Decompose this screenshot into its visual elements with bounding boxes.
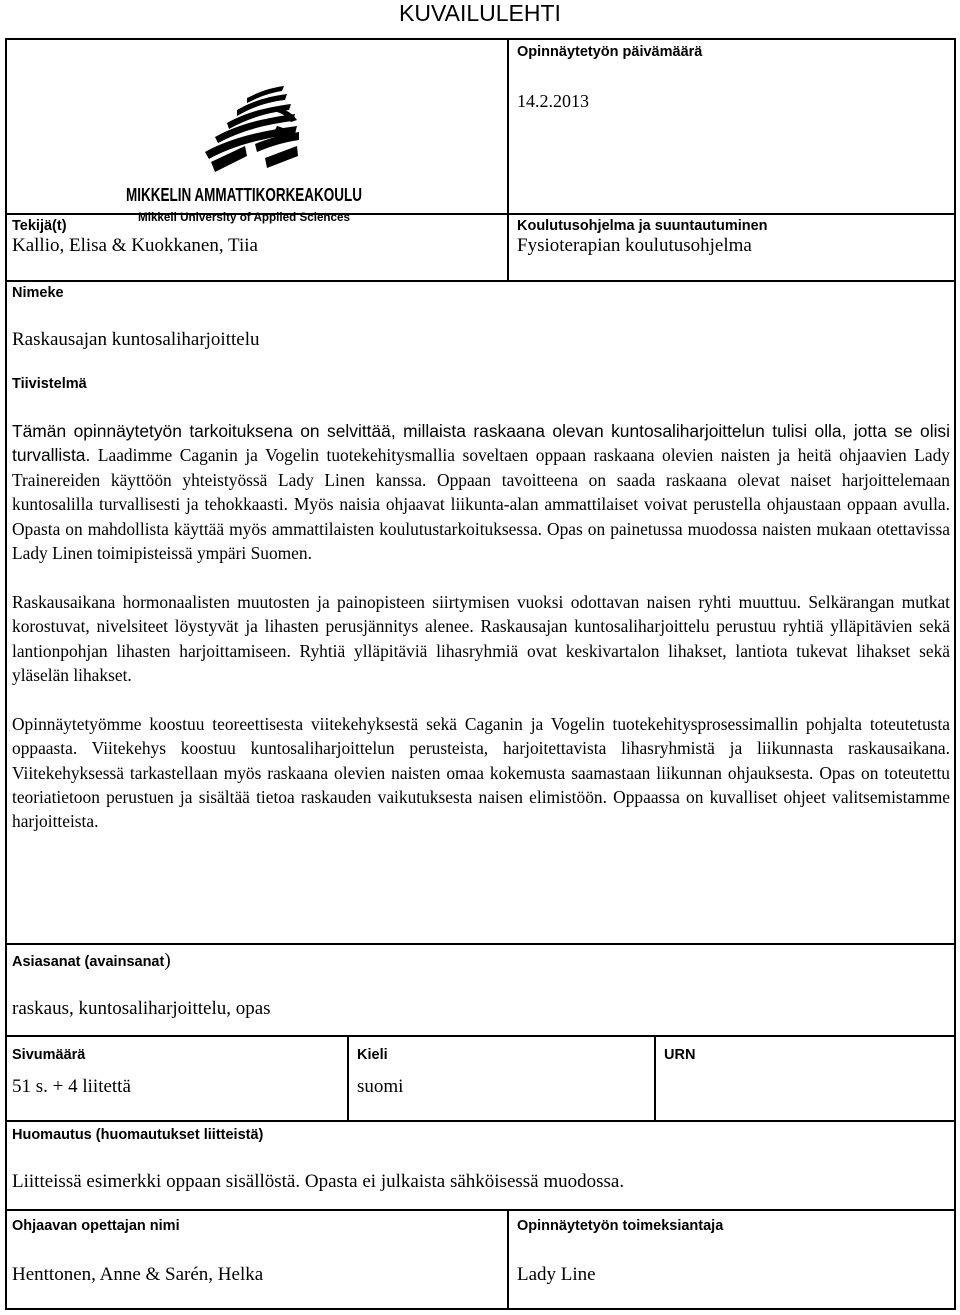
remarks-value: Liitteissä esimerkki oppaan sisällöstä. Opasta ei julkaista sähköisessä muodossa. bbox=[12, 1171, 625, 1192]
language-label: Kieli bbox=[357, 1047, 388, 1063]
authors-label: Tekijä(t) bbox=[12, 218, 67, 234]
urn-label: URN bbox=[664, 1047, 696, 1063]
logo-subtitle: Mikkeli University of Applied Sciences bbox=[138, 210, 351, 224]
divider bbox=[7, 1035, 954, 1037]
divider bbox=[7, 280, 954, 282]
divider bbox=[654, 1035, 656, 1120]
commissioner-label: Opinnäytetyön toimeksiantaja bbox=[517, 1218, 724, 1234]
abstract-label: Tiivistelmä bbox=[12, 376, 87, 392]
date-value: 14.2.2013 bbox=[517, 91, 589, 111]
abstract-paragraph: Opinnäytetyömme koostuu teoreettisesta viitekehyksestä sekä Caganin ja Vogelin tuotekehitysprosessimallin pohjalta toteutetusta oppaasta. Viitekehys koostuu kuntosaliharjoittelun perusteista, harjoitettavista lihasryhmistä ja liikunnasta raskausaikana. Viitekehyksessä tarkastellaan myös raskaana olevien naisten omaa kokemusta saamastaan liikunnan ohjauksesta. Opas on toteutettu teoriatietoon perustuen ja sisältää tietoa raskauden vaikutuksesta naisen elimistöön. Oppaassa on kuvalliset ohjeet valitsemistamme harjoitteista. bbox=[12, 713, 950, 832]
supervisor-label: Ohjaavan opettajan nimi bbox=[12, 1218, 180, 1234]
mamk-emblem-icon bbox=[119, 80, 369, 226]
remarks-label: Huomautus (huomautukset liitteistä) bbox=[12, 1127, 264, 1143]
authors-value: Kallio, Elisa & Kuokkanen, Tiia bbox=[12, 235, 258, 256]
programme-value: Fysioterapian koulutusohjelma bbox=[517, 235, 752, 256]
language-value: suomi bbox=[357, 1076, 404, 1097]
divider bbox=[347, 1035, 349, 1120]
divider bbox=[7, 1120, 954, 1122]
description-form bbox=[5, 38, 956, 1310]
thesis-title: Raskausajan kuntosaliharjoittelu bbox=[12, 329, 260, 350]
keywords-label: Asiasanat (avainsanat) bbox=[12, 950, 171, 971]
divider bbox=[7, 1209, 954, 1211]
date-label: Opinnäytetyön päivämäärä bbox=[517, 44, 703, 60]
abstract-text bbox=[12, 419, 950, 858]
document-title: KUVAILULEHTI bbox=[399, 0, 561, 26]
abstract-paragraph: Tämän opinnäytetyön tarkoituksena on selvittää, millaista raskaana olevan kuntosaliharjoittelun tulisi olla, jotta se olisi turvallista. Laadimme Caganin ja Vogelin tuotekehitysmallia soveltaen oppaan raskaana olevien naisten ja heitä ohjaavien Lady Trainereiden käyttöön yhteistyössä Lady Linen kanssa. Oppaan tavoitteena on saada raskaana olevat naiset harjoittelemaan kuntosalilla turvallisesti ja tehokkaasti. Myös naisia ohjaavat liikunta-alan ammattilaiset voivat perustella ohjaustaan oppaan avulla. Opasta on mahdollista käyttää myös ammattilaisten koulutustarkoituksessa. Opas on painetussa muodossa naisten mukaan otettavissa Lady Linen toimipisteissä ympäri Suomen. bbox=[12, 421, 950, 564]
divider bbox=[507, 40, 509, 280]
logo-name: MIKKELIN AMMATTIKORKEAKOULU bbox=[126, 184, 362, 205]
commissioner-value: Lady Line bbox=[517, 1264, 596, 1285]
title-label: Nimeke bbox=[12, 285, 64, 301]
mamk-logo bbox=[119, 80, 369, 226]
keywords-value: raskaus, kuntosaliharjoittelu, opas bbox=[12, 998, 271, 1019]
divider bbox=[7, 943, 954, 945]
divider bbox=[507, 1209, 509, 1310]
abstract-paragraph: Raskausaikana hormonaalisten muutosten ja painopisteen siirtymisen vuoksi odottavan naisen ryhti muuttuu. Selkärangan mutkat korostuvat, nivelsiteet löystyvät ja lihasten perusjännitys alenee. Raskausajan kuntosaliharjoittelu perustuu ryhtiä ylläpitävien sekä lantionpohjan lihasten harjoittamiseen. Ryhtiä ylläpitäviä lihasryhmiä ovat keskivartalon lihakset, lantiota tukevat lihakset sekä yläselän lihakset. bbox=[12, 591, 950, 686]
pages-value: 51 s. + 4 liitettä bbox=[12, 1076, 131, 1097]
supervisor-value: Henttonen, Anne & Sarén, Helka bbox=[12, 1264, 264, 1285]
programme-label: Koulutusohjelma ja suuntautuminen bbox=[517, 218, 768, 234]
pages-label: Sivumäärä bbox=[12, 1047, 86, 1063]
